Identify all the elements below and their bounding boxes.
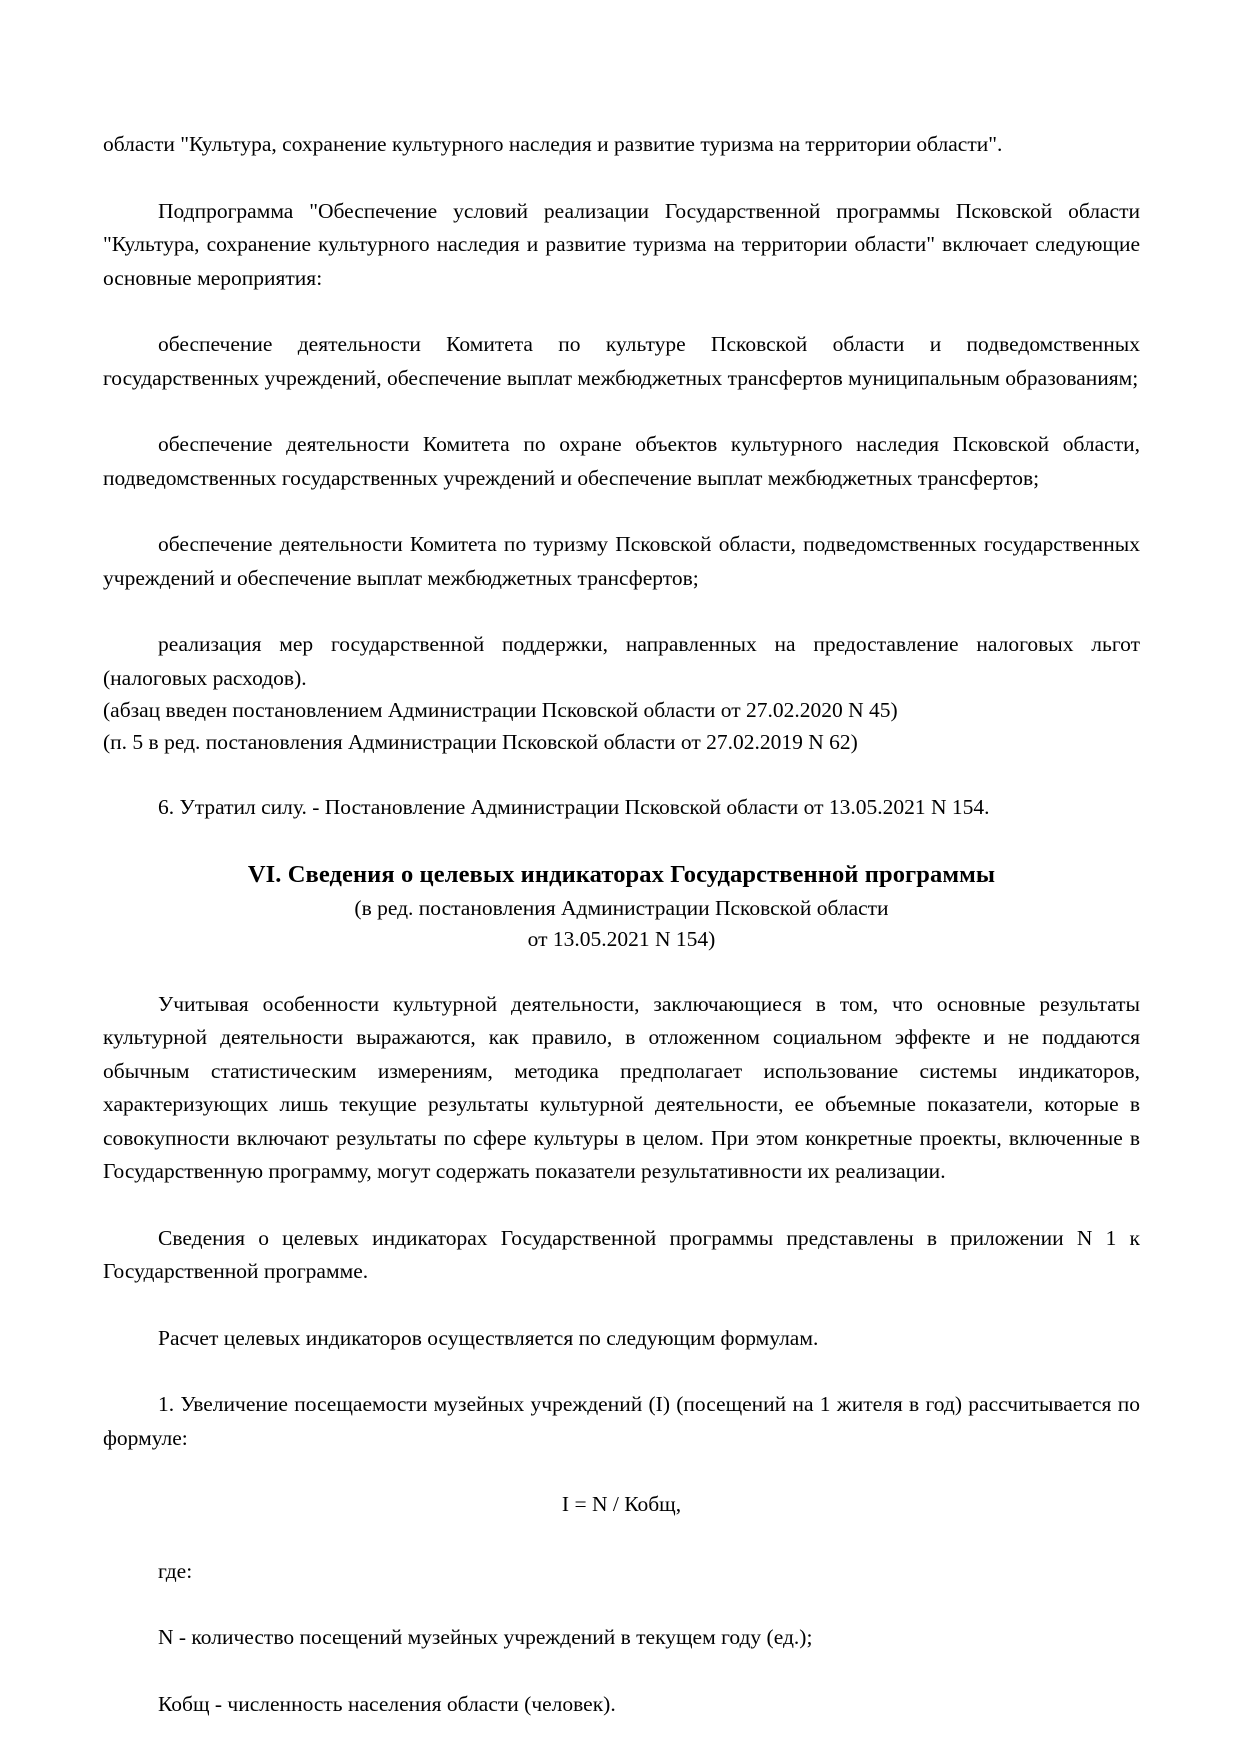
heading-spacer (103, 825, 1140, 857)
paragraph-measure-1: обеспечение деятельности Комитета по культуре Псковской области и подведомственных государственных учреждений, обеспечение выплат межбюджетных трансфертов муниципальным образованиям; (103, 332, 1140, 390)
formula-spacer (103, 1455, 1140, 1488)
section-subtitle-line-1: (в ред. постановления Администрации Псковской области (354, 895, 889, 920)
label-where: где: (158, 1558, 193, 1583)
paragraph-measure-4: реализация мер государственной поддержки, направленных на предоставление налоговых льгот (налоговых расходов). (103, 632, 1140, 690)
amendment-reference-1: (абзац введен постановлением Администрации Псковской области от 27.02.2020 N 45) (103, 698, 898, 722)
paragraph-appendix: Сведения о целевых индикаторах Государственной программы представлены в приложении N 1 к Государственной программе. (103, 1225, 1140, 1283)
paragraph-spacer (103, 1189, 1140, 1222)
section-subtitle-line-2: от 13.05.2021 N 154) (527, 926, 716, 951)
paragraph-spacer (103, 1655, 1140, 1688)
paragraph-item-6: 6. Утратил силу. - Постановление Администрации Псковской области от 13.05.2021 N 154. (158, 795, 990, 819)
paragraph-measure-3: обеспечение деятельности Комитета по туризму Псковской области, подведомственных государственных учреждений и обеспечение выплат межбюджетных трансфертов; (103, 532, 1140, 590)
paragraph-measure-2: обеспечение деятельности Комитета по охране объектов культурного наследия Псковской области, подведомственных государственных учреждений и обеспечение выплат межбюджетных трансфертов; (103, 432, 1140, 490)
paragraph-spacer (103, 1289, 1140, 1322)
paragraph-calculation-intro: Расчет целевых индикаторов осуществляется по следующим формулам. (158, 1325, 819, 1350)
paragraph-indicator-1: 1. Увеличение посещаемости музейных учреждений (I) (посещений на 1 жителя в год) рассчитывается по формуле: (103, 1392, 1140, 1450)
paragraph-methodology: Учитывая особенности культурной деятельности, заключающиеся в том, что основные результаты культурной деятельности выражаются, как правило, в отложенном социальном эффекте и не поддаются обычным статистическим измерениям, методика предполагает использование системы индикаторов, характеризующих лишь текущие результаты культурной деятельности, ее объемные показатели, которые в совокупности включают результаты по сфере культуры в целом. При этом конкретные проекты, включенные в Государственную программу, могут содержать показатели результативности их реализации. (103, 991, 1140, 1183)
definition-kobsh: Кобщ - численность населения области (человек). (158, 1691, 616, 1716)
paragraph-spacer (103, 595, 1140, 628)
paragraph-spacer (103, 758, 1140, 791)
amendment-reference-2: (п. 5 в ред. постановления Администрации Псковской области от 27.02.2019 N 62) (103, 729, 858, 754)
paragraph-spacer (103, 495, 1140, 528)
paragraph-spacer (103, 1522, 1140, 1555)
formula-visitor-index: I = N / Кобщ, (561, 1492, 682, 1516)
document-content (103, 128, 1140, 1721)
paragraph-subprogram: Подпрограмма "Обеспечение условий реализации Государственной программы Псковской области "Культура, сохранение культурного наследия и развитие туризма на территории области" включает следующие основные мероприятия: (103, 198, 1140, 290)
paragraph-spacer (103, 1355, 1140, 1388)
paragraph-spacer (103, 295, 1140, 328)
paragraph-continuation: области "Культура, сохранение культурного наследия и развитие туризма на территории области". (103, 132, 1003, 156)
section-heading: VI. Сведения о целевых индикаторах Государственной программы (247, 860, 996, 888)
paragraph-spacer (103, 1588, 1140, 1621)
paragraph-spacer (103, 395, 1140, 428)
paragraph-spacer (103, 955, 1140, 988)
paragraph-spacer (103, 162, 1140, 195)
definition-n: N - количество посещений музейных учреждений в текущем году (ед.); (158, 1625, 813, 1649)
